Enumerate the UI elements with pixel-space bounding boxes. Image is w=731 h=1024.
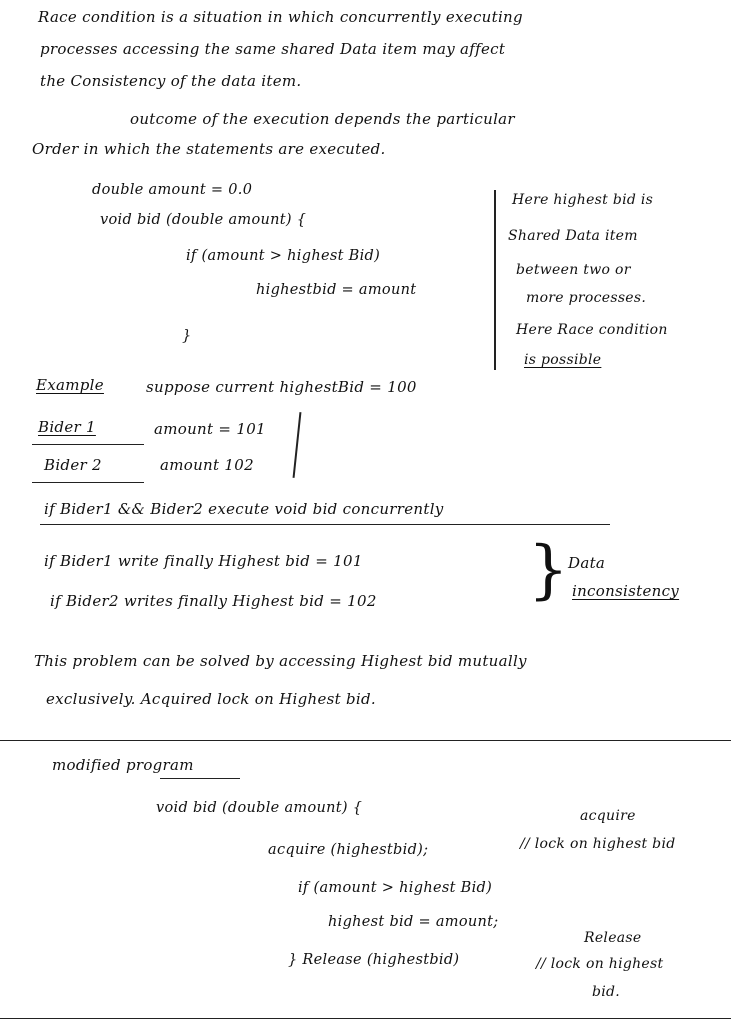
- bidder-bracket: [293, 412, 302, 478]
- bidder2-label: Bider 2: [44, 456, 102, 474]
- sidenote-line-6: is possible: [524, 352, 602, 368]
- modified-title-underline: [160, 778, 240, 779]
- bidder1-label: Bider 1: [38, 418, 96, 436]
- code1-line-5: }: [182, 328, 192, 344]
- solution-line-2: exclusively. Acquired lock on Highest bid.: [46, 690, 376, 708]
- sidenote-line-2: Shared Data item: [508, 228, 638, 244]
- intro-line-3: the Consistency of the data item.: [40, 72, 302, 90]
- intro-line-2: processes accessing the same shared Data item may affect: [40, 40, 506, 58]
- concurrent-line: if Bider1 && Bider2 execute void bid concurrently: [44, 500, 444, 518]
- comment-2-title: Release: [584, 930, 642, 946]
- sidenote-line-4: more processes.: [526, 290, 647, 306]
- bidder-divider: [32, 444, 144, 445]
- sidenote-line-5: Here Race condition: [516, 322, 668, 338]
- comment-1-title: acquire: [580, 808, 636, 824]
- modified-line-2: acquire (highestbid);: [268, 842, 429, 858]
- comment-2-body: // lock on highest: [536, 956, 664, 972]
- bottom-rule: [0, 1018, 731, 1019]
- code1-line-4: highestbid = amount: [256, 282, 417, 298]
- modified-line-3: if (amount > highest Bid): [298, 880, 493, 896]
- code1-line-1: double amount = 0.0: [92, 182, 253, 198]
- sidenote-divider: [494, 190, 496, 370]
- bidder2-amount: amount 102: [160, 456, 254, 474]
- example-label: Example: [36, 376, 104, 394]
- code1-line-3: if (amount > highest Bid): [186, 248, 381, 264]
- intro-line-1: Race condition is a situation in which concurrently executing: [38, 8, 523, 26]
- bidder-divider-bottom: [32, 482, 144, 483]
- intro-line-4: outcome of the execution depends the particular: [130, 110, 515, 128]
- section-separator: [0, 740, 731, 741]
- case-2: if Bider2 writes finally Highest bid = 102: [50, 592, 377, 610]
- comment-1-body: // lock on highest bid: [520, 836, 676, 852]
- solution-line-1: This problem can be solved by accessing Highest bid mutually: [34, 652, 527, 670]
- code1-line-2: void bid (double amount) {: [100, 212, 307, 228]
- sidenote-line-3: between two or: [516, 262, 631, 278]
- bidder1-amount: amount = 101: [154, 420, 266, 438]
- modified-title: modified program: [52, 756, 194, 774]
- case-1: if Bider1 write finally Highest bid = 101: [44, 552, 363, 570]
- intro-line-5: Order in which the statements are executed.: [32, 140, 386, 158]
- modified-line-5: } Release (highestbid): [288, 952, 460, 968]
- concurrent-underline: [40, 524, 610, 525]
- modified-line-4: highest bid = amount;: [328, 914, 499, 930]
- example-suppose: suppose current highestBid = 100: [146, 378, 417, 396]
- result-line-1: Data: [568, 554, 606, 572]
- right-brace: }: [528, 533, 569, 607]
- result-line-2: inconsistency: [572, 582, 680, 600]
- comment-2-tail: bid.: [592, 984, 621, 1000]
- sidenote-line-1: Here highest bid is: [512, 192, 654, 208]
- modified-line-1: void bid (double amount) {: [156, 800, 363, 816]
